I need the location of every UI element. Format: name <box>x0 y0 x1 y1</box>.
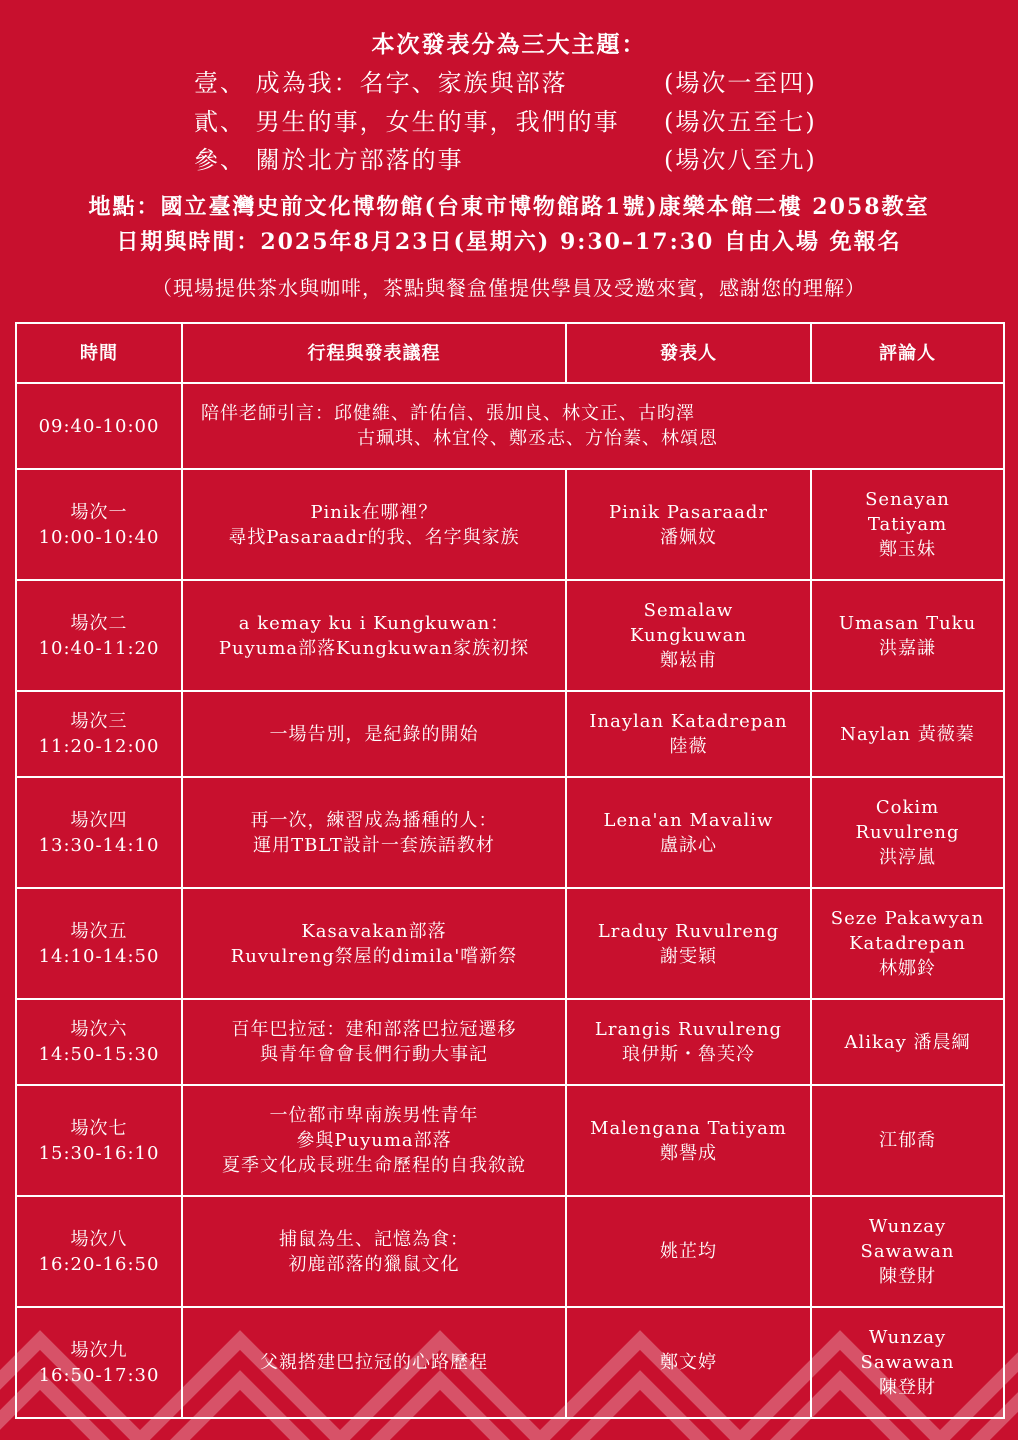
session-time-cell <box>16 580 182 691</box>
session-topic-cell <box>182 691 566 777</box>
session-reviewer-cell <box>811 1196 1004 1307</box>
theme-2-label: 貳、 男生的事，女生的事，我們的事 <box>194 108 620 136</box>
session-topic-line: 再一次，練習成為播種的人： <box>250 809 498 831</box>
session-topic-line: Puyuma部落Kungkuwan家族初探 <box>218 637 530 659</box>
session-row <box>16 999 1004 1085</box>
session-time: 16:20-16:50 <box>38 1253 160 1275</box>
session-presenter-line: 盧詠心 <box>660 834 717 856</box>
session-reviewer-cell <box>811 777 1004 888</box>
session-presenter-line: 潘姵妏 <box>660 526 717 548</box>
refreshment-note: （現場提供茶水與咖啡，茶點與餐盒僅提供學員及受邀來賓，感謝您的理解） <box>152 276 866 300</box>
session-reviewer-line: Sawawan <box>860 1352 955 1373</box>
session-topic-line: 百年巴拉冠：建和部落巴拉冠遷移 <box>231 1019 517 1040</box>
session-topic-line: 夏季文化成長班生命歷程的自我敘說 <box>222 1155 526 1176</box>
session-reviewer-cell <box>811 999 1004 1085</box>
session-reviewer-line: 鄭玉妹 <box>879 539 936 560</box>
session-time-cell <box>16 1307 182 1418</box>
session-time: 10:00-10:40 <box>38 526 160 548</box>
session-reviewer-line: Wunzay <box>868 1327 947 1348</box>
session-topic-line: 初鹿部落的獵鼠文化 <box>288 1253 460 1275</box>
session-label: 場次三 <box>70 711 128 732</box>
session-reviewer-line: 洪嘉謙 <box>879 637 936 659</box>
theme-3-label: 參、 關於北方部落的事 <box>194 146 464 174</box>
session-label: 場次四 <box>70 809 128 831</box>
session-reviewer-cell <box>811 1085 1004 1196</box>
session-label: 場次六 <box>70 1019 128 1040</box>
session-presenter-line: Pinik Pasaraadr <box>608 501 769 523</box>
header-topic: 行程與發表議程 <box>182 323 566 383</box>
session-presenter-line: Lrangis Ruvulreng <box>594 1019 783 1040</box>
session-topic-line: 一位都市卑南族男性青年 <box>269 1105 479 1126</box>
session-topic-line: 父親搭建巴拉冠的心路歷程 <box>260 1352 488 1373</box>
theme-3-range: (場次八至九) <box>664 146 817 174</box>
session-topic-line: 一場告別，是紀錄的開始 <box>269 723 479 745</box>
date-time: 日期與時間：2025年8月23日(星期六) 9:30–17:30 自由入場 免報名 <box>116 229 902 255</box>
session-time-cell <box>16 999 182 1085</box>
session-row <box>16 1196 1004 1307</box>
session-label: 場次五 <box>70 920 128 942</box>
session-time: 15:30-16:10 <box>38 1142 160 1164</box>
session-reviewer-line: 林娜鈴 <box>879 958 936 979</box>
session-presenter-line: 姚芷均 <box>660 1241 717 1262</box>
session-label: 場次一 <box>70 501 128 523</box>
intro-section <box>0 0 1018 320</box>
session-presenter-line: 鄭崧甫 <box>660 650 717 671</box>
session-presenter-cell <box>566 691 811 777</box>
session-presenter-cell <box>566 777 811 888</box>
session-row <box>16 1085 1004 1196</box>
session-topic-cell <box>182 580 566 691</box>
session-topic-cell <box>182 1085 566 1196</box>
session-row <box>16 691 1004 777</box>
session-time-cell <box>16 1085 182 1196</box>
session-presenter-line: Inaylan Katadrepan <box>589 711 788 732</box>
session-presenter-line: 謝雯穎 <box>660 945 717 967</box>
session-topic-cell <box>182 888 566 999</box>
session-topic-line: Kasavakan部落 <box>301 920 447 942</box>
session-reviewer-line: Tatiyam <box>867 514 948 535</box>
session-presenter-line: Kungkuwan <box>630 625 747 646</box>
session-presenter-cell <box>566 1196 811 1307</box>
venue: 地點：國立臺灣史前文化博物館(台東市博物館路1號)康樂本館二樓 2058教室 <box>88 194 930 220</box>
session-presenter-cell <box>566 469 811 580</box>
session-presenter-line: Lraduy Ruvulreng <box>597 920 780 942</box>
session-topic-line: 與青年會會長們行動大事記 <box>260 1044 488 1065</box>
session-label: 場次七 <box>70 1117 128 1139</box>
session-presenter-line: 陸薇 <box>669 736 708 757</box>
session-presenter-cell <box>566 1307 811 1418</box>
session-label: 場次八 <box>70 1228 128 1250</box>
opening-line-1: 陪伴老師引言：邱健維、許佑信、張加良、林文正、古昀澤 <box>201 403 695 424</box>
session-topic-line: a kemay ku i Kungkuwan： <box>238 612 510 634</box>
session-reviewer-line: Wunzay <box>868 1216 947 1237</box>
session-time-cell <box>16 1196 182 1307</box>
session-presenter-line: Malengana Tatiyam <box>590 1117 787 1139</box>
session-topic-line: Pinik在哪裡？ <box>310 501 438 523</box>
theme-2-range: (場次五至七) <box>664 108 817 136</box>
session-topic-line: 運用TBLT設計一套族語教材 <box>253 834 495 856</box>
session-presenter-cell <box>566 999 811 1085</box>
opening-time: 09:40-10:00 <box>16 383 182 469</box>
session-reviewer-line: 江郁喬 <box>879 1130 936 1151</box>
session-reviewer-cell <box>811 1307 1004 1418</box>
session-reviewer-cell <box>811 691 1004 777</box>
session-reviewer-line: Ruvulreng <box>855 822 960 843</box>
session-topic-line: 參與Puyuma部落 <box>296 1130 452 1151</box>
session-time-cell <box>16 777 182 888</box>
session-presenter-cell <box>566 888 811 999</box>
header-reviewer: 評論人 <box>811 323 1004 383</box>
session-reviewer-line: 洪渟嵐 <box>879 847 936 868</box>
session-time: 13:30-14:10 <box>38 834 160 856</box>
session-presenter-cell <box>566 1085 811 1196</box>
session-reviewer-line: Senayan <box>865 489 950 510</box>
session-reviewer-line: Seze Pakawyan <box>830 908 985 929</box>
session-rows <box>16 469 1004 1418</box>
session-reviewer-line: 陳登財 <box>879 1266 936 1287</box>
session-reviewer-cell <box>811 469 1004 580</box>
session-reviewer-line: Alikay 潘晨綱 <box>844 1031 971 1053</box>
session-topic-line: Ruvulreng祭屋的dimila'嚐新祭 <box>230 945 518 967</box>
schedule-table <box>15 322 1005 1419</box>
header-time: 時間 <box>16 323 182 383</box>
session-row <box>16 469 1004 580</box>
session-reviewer-line: Sawawan <box>860 1241 955 1262</box>
session-topic-cell <box>182 1307 566 1418</box>
themes-heading: 本次發表分為三大主題： <box>371 31 647 58</box>
session-topic-line: 尋找Pasaraadr的我、名字與家族 <box>228 526 520 548</box>
session-row <box>16 580 1004 691</box>
session-topic-cell <box>182 999 566 1085</box>
header-presenter: 發表人 <box>566 323 811 383</box>
session-time-cell <box>16 469 182 580</box>
session-row <box>16 777 1004 888</box>
session-topic-cell <box>182 1196 566 1307</box>
session-time: 10:40-11:20 <box>38 637 160 659</box>
session-time-cell <box>16 888 182 999</box>
session-time: 16:50-17:30 <box>38 1364 160 1386</box>
session-topic-cell <box>182 777 566 888</box>
session-row <box>16 1307 1004 1418</box>
session-time: 11:20-12:00 <box>38 736 160 757</box>
session-time-cell <box>16 691 182 777</box>
session-row <box>16 888 1004 999</box>
session-reviewer-line: Umasan Tuku <box>838 612 977 634</box>
session-time: 14:10-14:50 <box>38 945 160 967</box>
session-presenter-line: 鄭譽成 <box>660 1142 717 1164</box>
theme-1-range: (場次一至四) <box>664 69 817 97</box>
session-presenter-line: Semalaw <box>643 600 734 621</box>
table-header-row <box>16 323 1004 383</box>
session-reviewer-line: Naylan 黃薇蓁 <box>840 723 975 745</box>
session-topic-cell <box>182 469 566 580</box>
opening-line-2: 古珮琪、林宜伶、鄭丞志、方怡蓁、林頌恩 <box>357 428 718 449</box>
session-presenter-line: Lena'an Mavaliw <box>603 809 774 831</box>
theme-1-label: 壹、 成為我：名字、家族與部落 <box>194 69 568 97</box>
opening-remarks <box>182 383 1004 469</box>
session-reviewer-line: Cokim <box>875 797 940 818</box>
session-presenter-cell <box>566 580 811 691</box>
session-reviewer-line: Katadrepan <box>849 933 966 954</box>
session-reviewer-cell <box>811 580 1004 691</box>
session-presenter-line: 琅伊斯・魯芙冷 <box>622 1044 755 1065</box>
session-time: 14:50-15:30 <box>38 1044 160 1065</box>
session-reviewer-line: 陳登財 <box>879 1377 936 1398</box>
session-presenter-line: 鄭文婷 <box>660 1352 717 1373</box>
session-reviewer-cell <box>811 888 1004 999</box>
opening-row <box>16 383 1004 469</box>
session-label: 場次九 <box>70 1339 128 1361</box>
session-topic-line: 捕鼠為生、記憶為食： <box>279 1228 469 1250</box>
session-label: 場次二 <box>70 612 128 634</box>
